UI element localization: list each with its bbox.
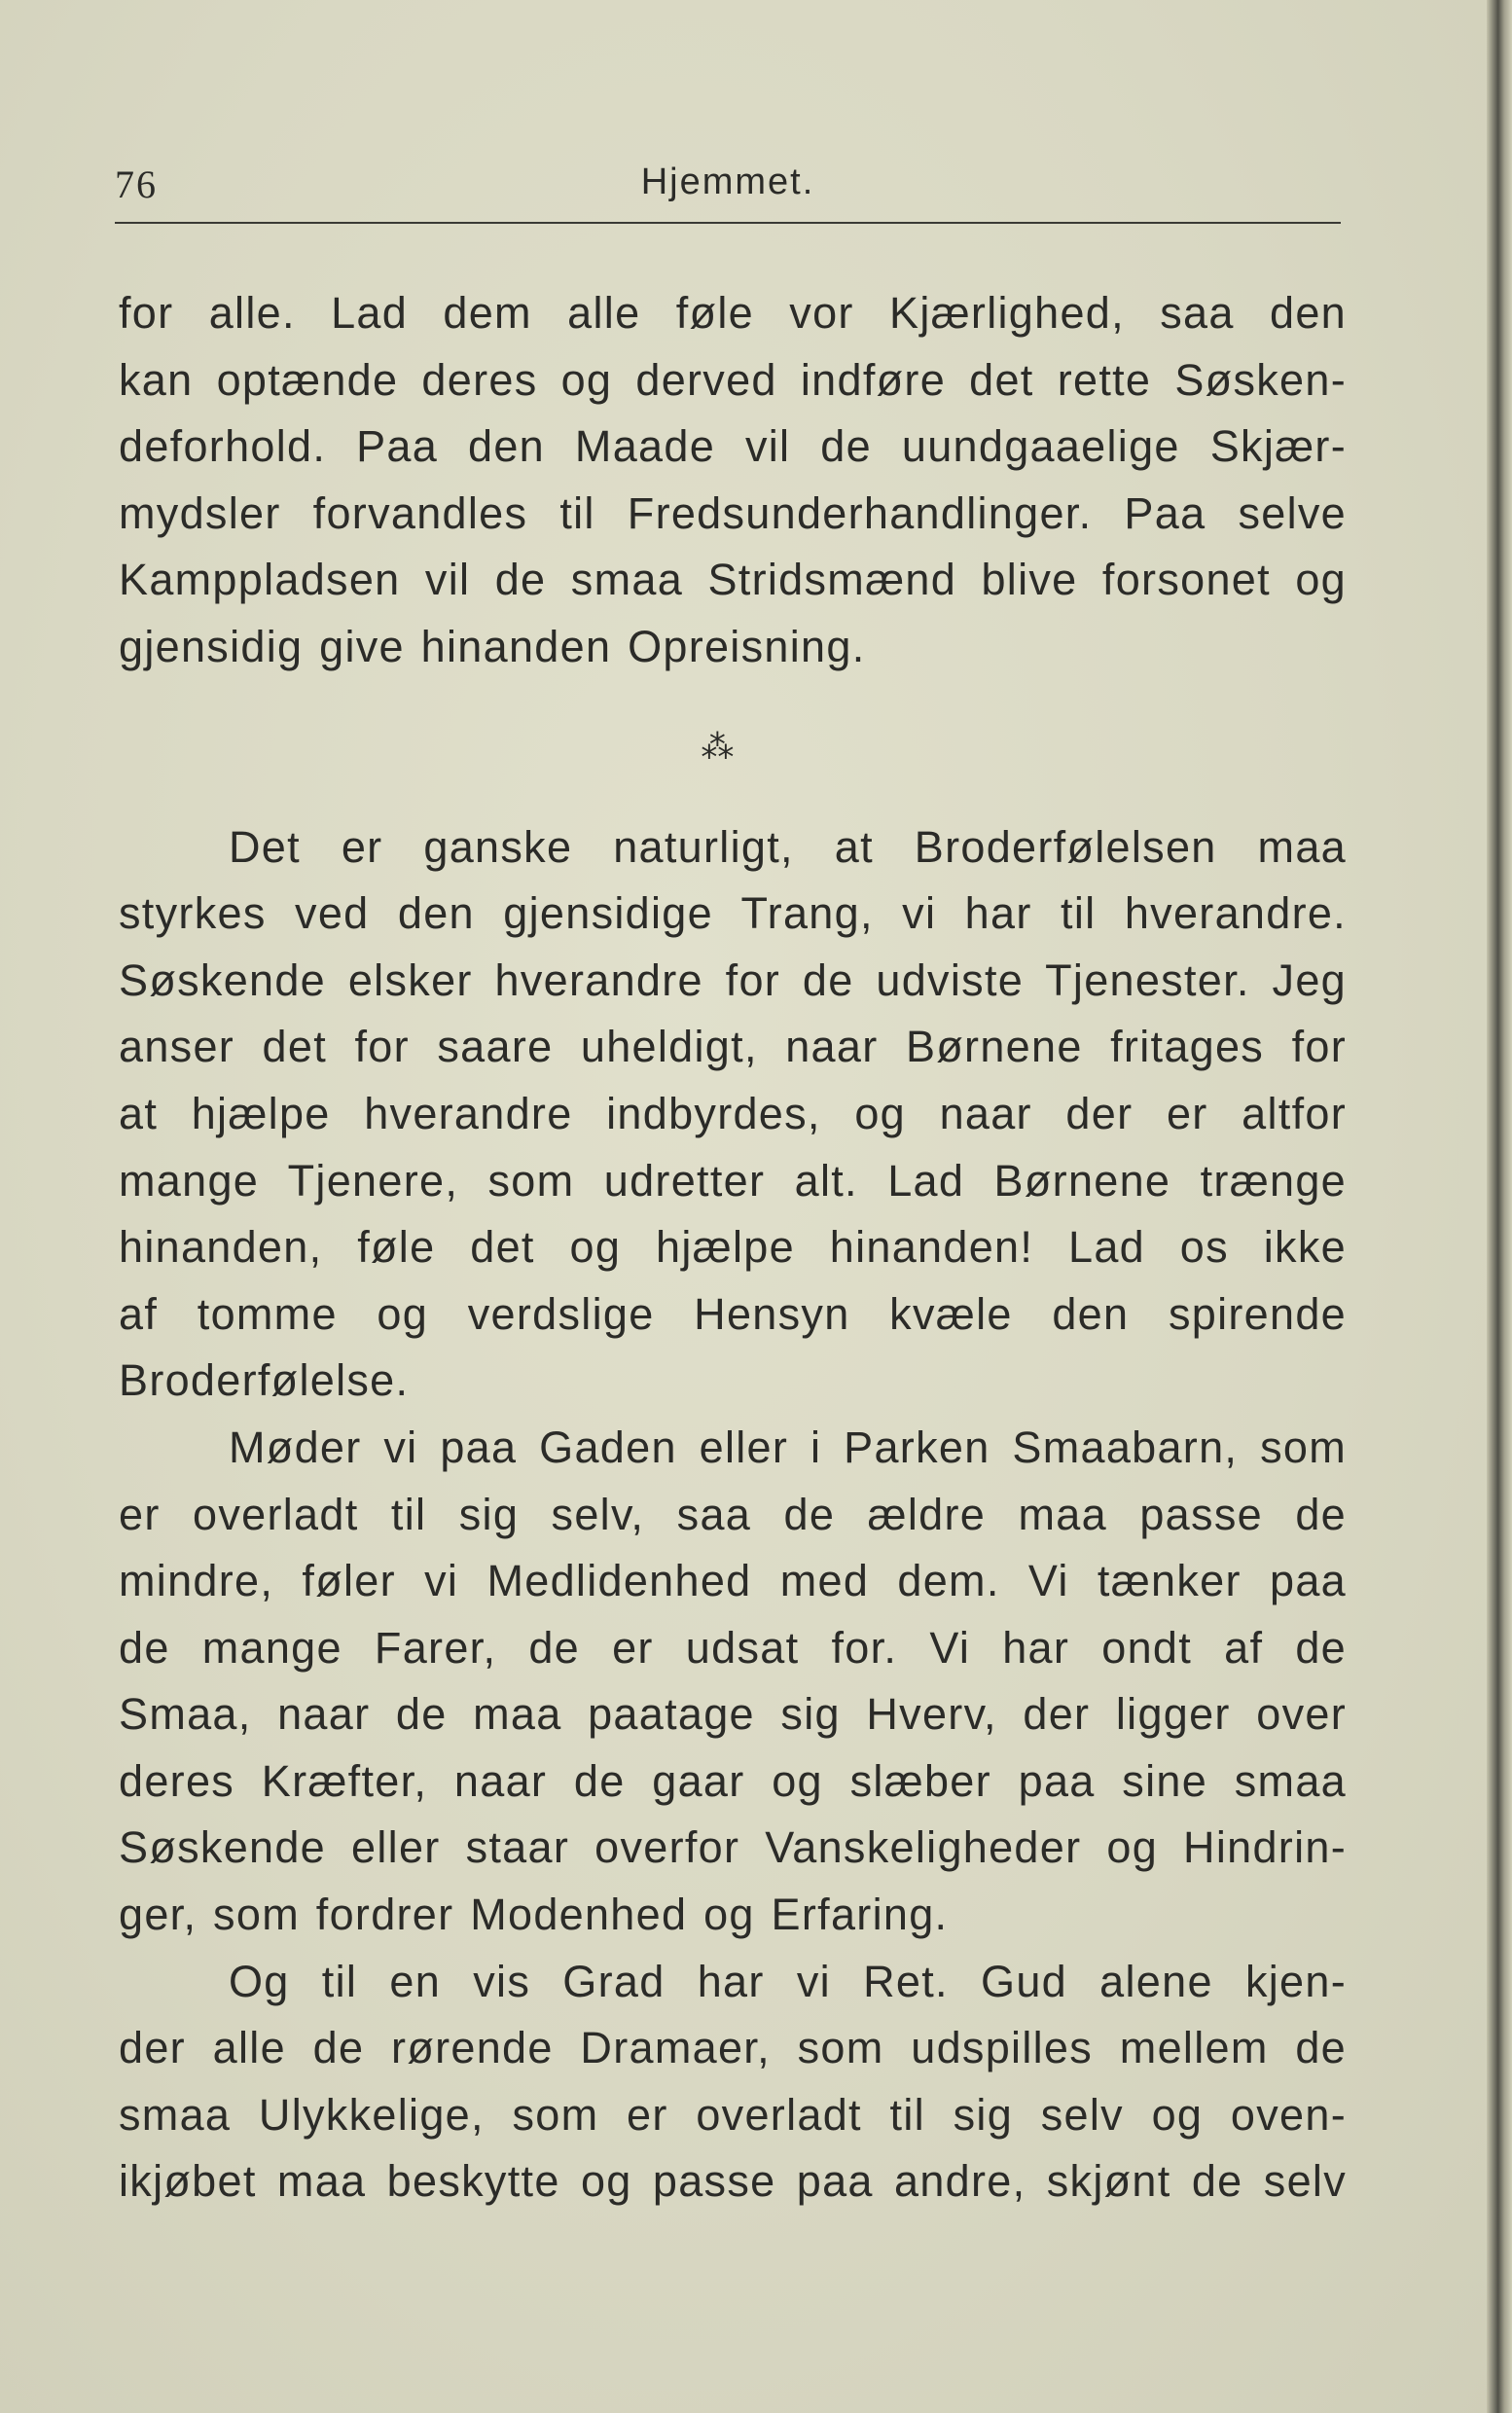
paragraph-2 xyxy=(119,814,1347,1415)
text-line: Det er ganske naturligt, at Broderfølelsen maa xyxy=(229,821,1347,872)
text-line: Smaa, naar de maa paatage sig Hverv, der ligger over xyxy=(119,1689,1347,1740)
text-line: er overladt til sig selv, saa de ældre maa passe de xyxy=(119,1489,1347,1539)
text-line: Og til en vis Grad har vi Ret. Gud alene kjen- xyxy=(229,1956,1347,2006)
body-text xyxy=(119,280,1347,2215)
text-line: for alle. Lad dem alle føle vor Kjærlighed, saa den xyxy=(119,288,1347,338)
text-line: kan optænde deres og derved indføre det rette Søsken- xyxy=(119,354,1347,405)
text-line: Kamppladsen vil de smaa Stridsmænd blive forsonet og xyxy=(119,555,1347,605)
paragraph-4 xyxy=(119,1949,1347,2215)
text-line: Søskende elsker hverandre for de udviste Tjenester. Jeg xyxy=(119,954,1347,1005)
running-title: Hjemmet. xyxy=(640,162,815,202)
text-line: der alle de rørende Dramaer, som udspilles mellem de xyxy=(119,2023,1347,2073)
text-line: anser det for saare uheldigt, naar Børnene fritages for xyxy=(119,1022,1347,1072)
paragraph-3 xyxy=(119,1415,1347,1949)
text-line: ger, som fordrer Modenhed og Erfaring. xyxy=(119,1890,949,1940)
section-separator-asterism: ⁂ xyxy=(701,728,736,766)
text-line: gjensidig give hinanden Opreisning. xyxy=(119,621,866,671)
text-line: styrkes ved den gjensidige Trang, vi har til hverandre. xyxy=(119,888,1347,939)
text-line: Møder vi paa Gaden eller i Parken Smaabarn, som xyxy=(229,1422,1347,1472)
text-line: Broderfølelse. xyxy=(119,1355,410,1406)
page-number: 76 xyxy=(115,162,158,206)
text-line: mydsler forvandles til Fredsunderhandlinger. Paa selve xyxy=(119,487,1347,538)
text-line: de mange Farer, de er udsat for. Vi har ondt af de xyxy=(119,1622,1347,1673)
text-line: at hjælpe hverandre indbyrdes, og naar der er altfor xyxy=(119,1088,1347,1138)
text-line: deforhold. Paa den Maade vil de uundgaaelige Skjær- xyxy=(119,421,1347,472)
page-binding-edge xyxy=(1487,0,1512,2413)
text-line: ikjøbet maa beskytte og passe paa andre, skjønt de selv xyxy=(119,2156,1347,2207)
text-line: Søskende eller staar overfor Vanskeligheder og Hindrin- xyxy=(119,1822,1347,1873)
text-line: hinanden, føle det og hjælpe hinanden! Lad os ikke xyxy=(119,1222,1347,1273)
page-header xyxy=(115,154,1341,224)
text-line: smaa Ulykkelige, som er overladt til sig selv og oven- xyxy=(119,2089,1347,2140)
text-line: mindre, føler vi Medlidenhed med dem. Vi tænker paa xyxy=(119,1556,1347,1606)
text-line: deres Kræfter, naar de gaar og slæber paa sine smaa xyxy=(119,1755,1347,1806)
paragraph-1 xyxy=(119,280,1347,681)
text-line: af tomme og verdslige Hensyn kvæle den spirende xyxy=(119,1288,1347,1339)
text-line: mange Tjenere, som udretter alt. Lad Børnene trænge xyxy=(119,1155,1347,1206)
